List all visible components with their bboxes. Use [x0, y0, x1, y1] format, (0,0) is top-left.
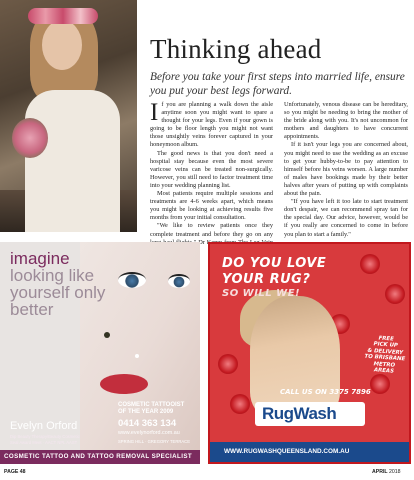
eye-image: [168, 274, 190, 288]
rose-icon: [218, 354, 238, 374]
eye-image: [118, 272, 146, 288]
bride-photo: [0, 0, 137, 232]
rugwash-ad[interactable]: [208, 242, 411, 464]
page-number: PAGE 48: [4, 469, 26, 475]
paragraph: If it isn't your legs you are concerned about, you might need to use the wedding as an excuse to get your hubby-to-be to pay attention to himself before his veins worsen. A large number of males have bookings made by their better halves after years of putting up with complaints about the pain.: [284, 141, 408, 198]
ad-brand-name: Evelyn Orford: [10, 420, 78, 432]
ad-headline: DO YOU LOVE: [222, 256, 327, 271]
ad-location: SPRING HILL · GREGORY TERRACE: [118, 439, 190, 444]
rugwash-logo-text: RugWash: [262, 404, 337, 423]
woman-image: [250, 296, 340, 416]
article-column-1: [150, 101, 273, 255]
award-text: COSMETIC TATTOOIST OF THE YEAR 2009: [118, 402, 185, 415]
ad-footer-text: COSMETIC TATTOO AND TATTOO REMOVAL SPECIALIST: [4, 453, 193, 460]
ad-headline: better: [10, 300, 54, 319]
ad-tagline: SO WILL WE!: [222, 288, 301, 299]
paragraph: "We like to review patients once they complete treatment and before they go on any Dr: [150, 222, 273, 246]
ad-credentials: Dip Beauty Therapy/Beauty Cosmetic: [10, 434, 80, 439]
lips-image: [100, 374, 148, 394]
ad-headline: looking like: [10, 266, 95, 285]
rose-icon: [385, 284, 405, 304]
paragraph: "If you have left it too late to start treatment don't despair, we can recommend spray tan for the special day. Our advice, however, would be if you really are concerned to come in before you plan to start a family.": [284, 198, 408, 238]
ad-headline: YOUR RUG?: [222, 272, 311, 287]
cosmetic-tattoo-ad[interactable]: [0, 242, 200, 464]
ad-website[interactable]: www.evelynorford.com.au: [118, 430, 180, 436]
article-title: Thinking ahead: [150, 34, 322, 64]
article-column-2: [284, 101, 408, 257]
bouquet: [12, 118, 48, 158]
free-delivery-text: FREE PICK UP & DELIVERY TO BRISBANE METRO AREAS: [364, 335, 406, 375]
ad-phone[interactable]: 0414 363 134: [118, 418, 177, 429]
paragraph: The good news is that you don't need a hospital stay because even the most severe varicose veins can be treated non-surgically. However, you still need to factor treatment time into your wedding planning list.: [150, 149, 273, 189]
ad-subtext: Seal Award Meet · AACT NPL AAST: [10, 440, 78, 445]
ad-website[interactable]: WWW.RUGWASHQUEENSLAND.COM.AU: [224, 448, 350, 455]
ad-headline: imagine: [10, 249, 70, 268]
rose-icon: [230, 394, 250, 414]
paragraph: f you are planning a walk down the aisle anytime soon you might want to spare a thought for your legs. Even if your gown is going to be floor length you might not want those unsightly veins forever captured in your honeymoon album.: [150, 101, 273, 149]
paragraph: Most patients require multiple sessions and treatments are 4-6 weeks apart, which means you might be looking at achieving results five months from your initial consultation.: [150, 190, 273, 222]
rose-icon: [370, 374, 390, 394]
issue-date: APRIL 2018: [372, 469, 401, 475]
ad-phone[interactable]: CALL US ON 3375 7896: [280, 388, 371, 396]
drop-cap: I: [150, 99, 159, 126]
rose-icon: [360, 254, 380, 274]
flower-crown: [28, 8, 98, 24]
paragraph: Unfortunately, venous disease can be hereditary, so you might be needing to bring the mother of the bride along with you. It's not uncommon for mothers and daughters to have concurrent appointments.: [284, 101, 408, 141]
article-subtitle: Before you take your first steps into married life, ensure you put your best legs forward.: [150, 71, 405, 97]
ad-headline: yourself only: [10, 283, 106, 302]
